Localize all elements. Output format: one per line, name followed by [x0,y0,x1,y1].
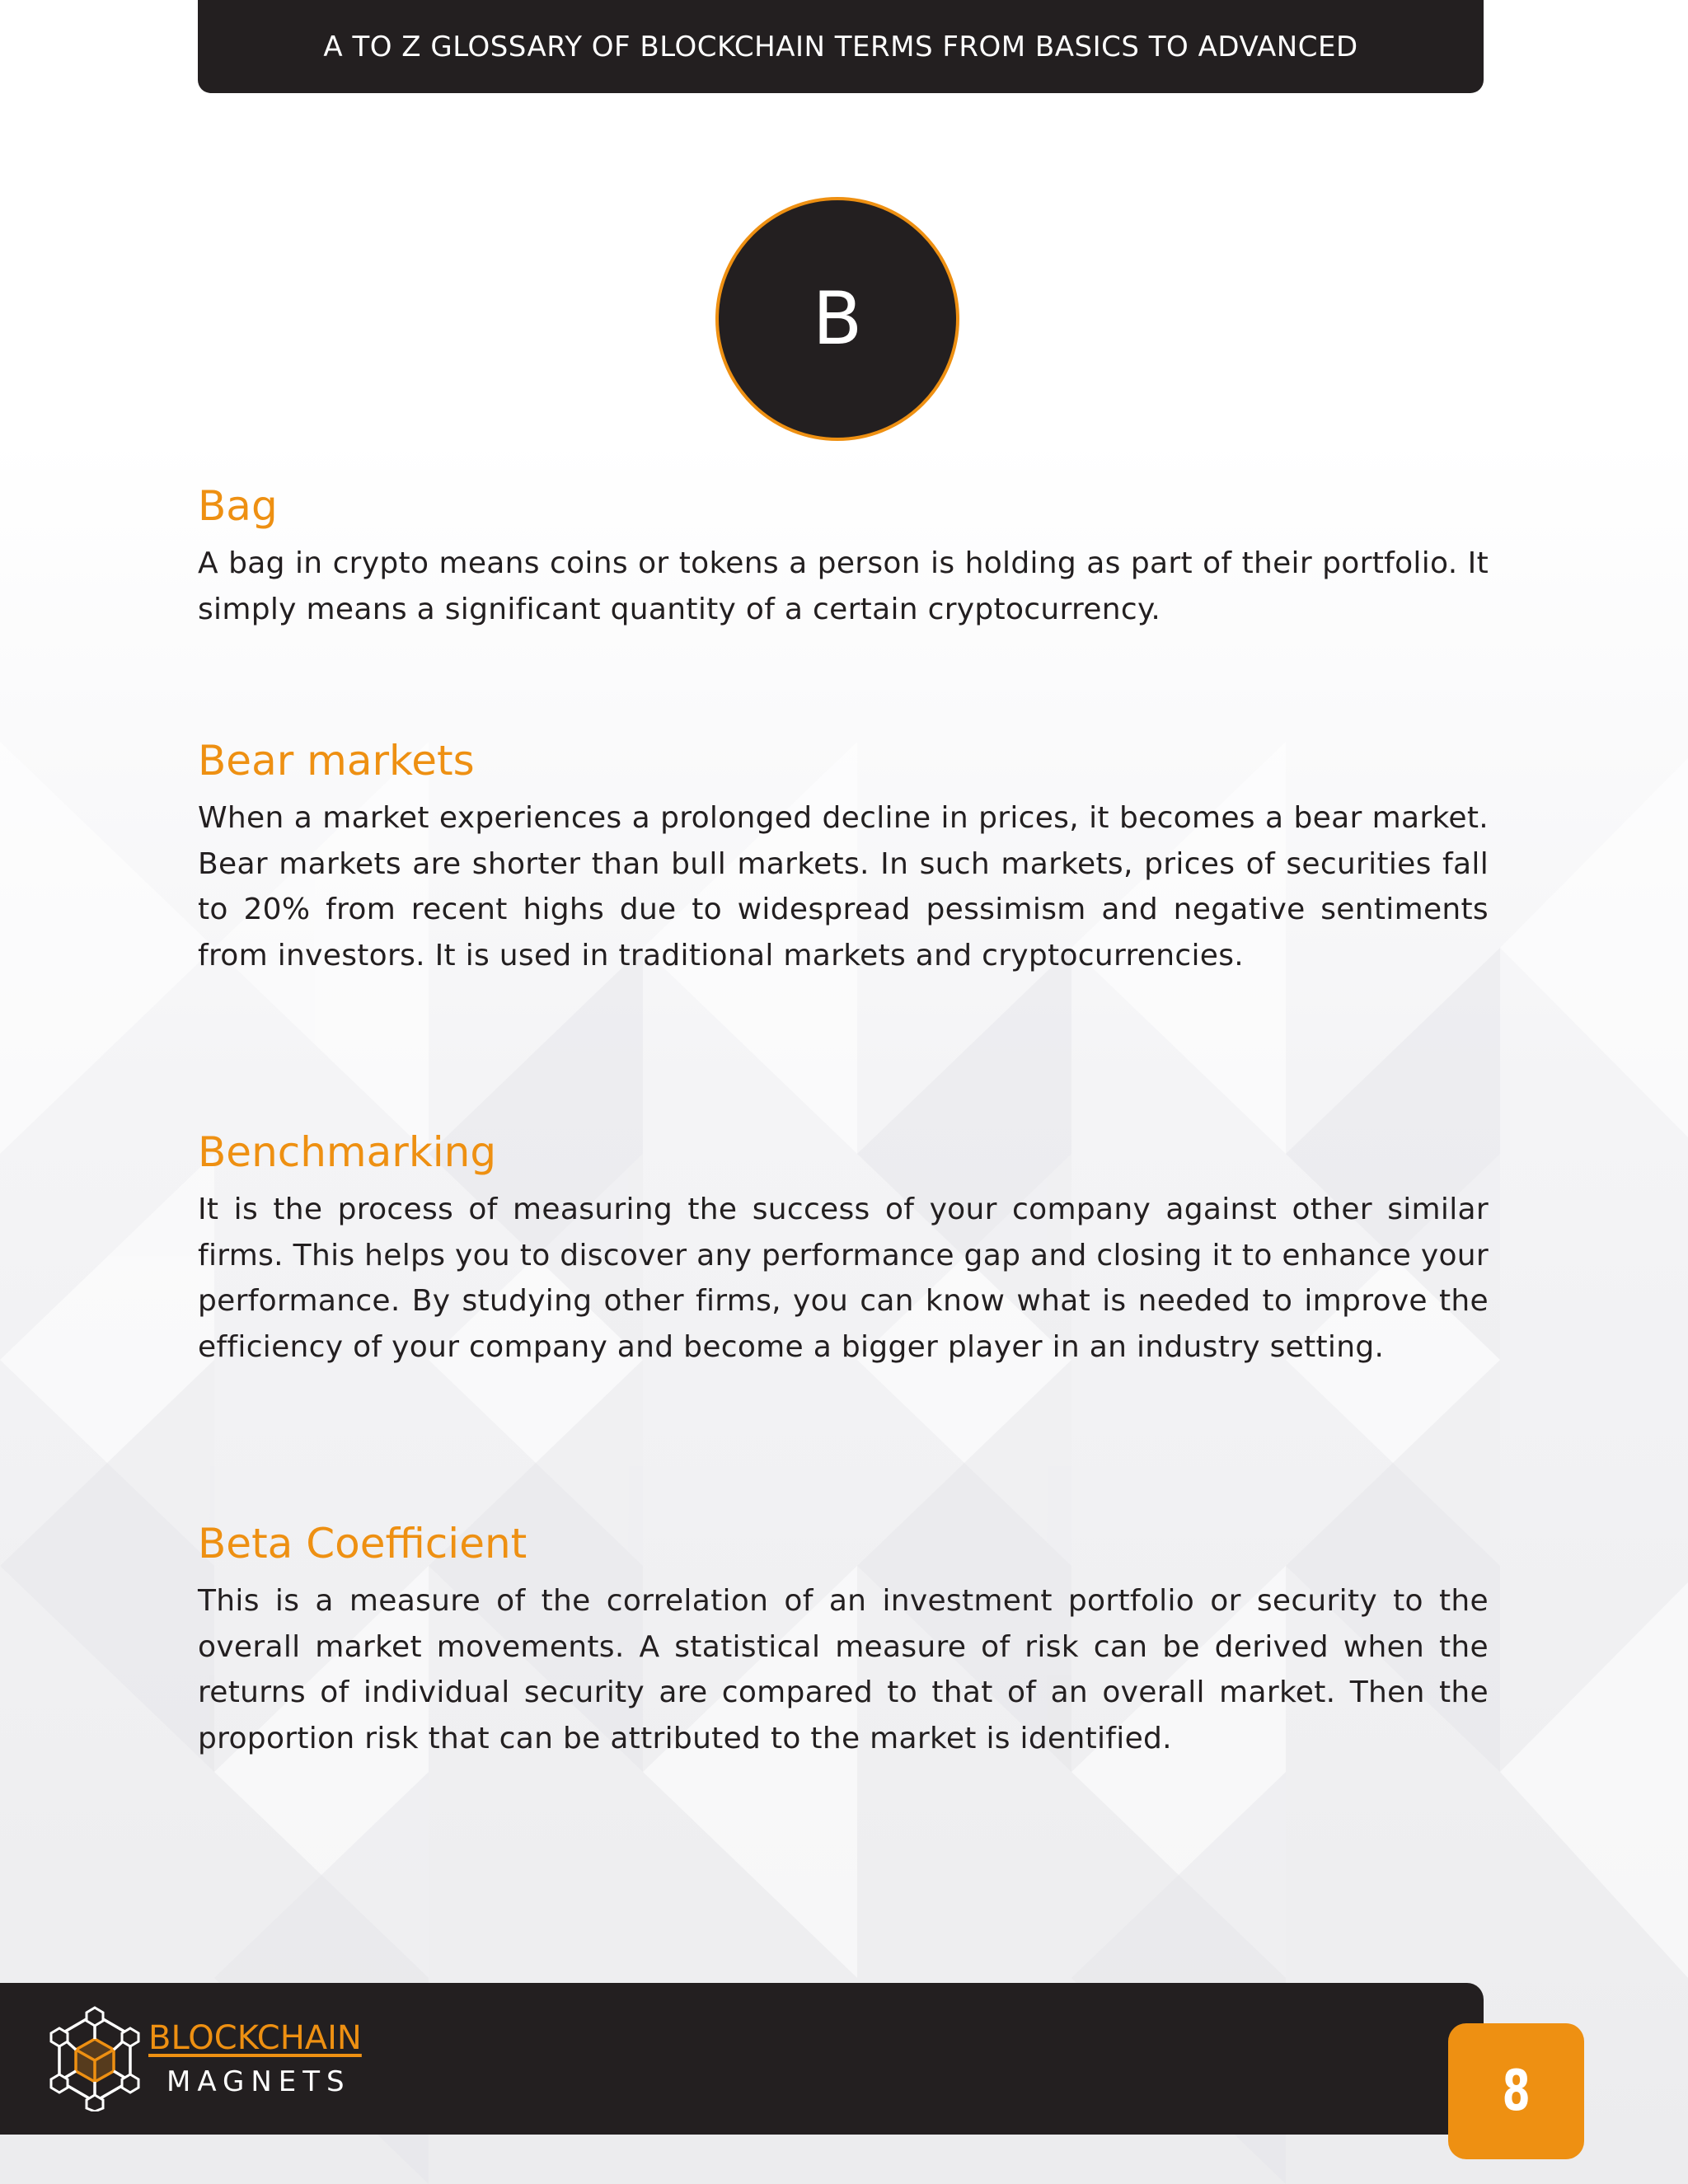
document-title: A TO Z GLOSSARY OF BLOCKCHAIN TERMS FROM BASICS TO ADVANCED [323,30,1358,63]
term-heading: Bag [198,482,278,530]
glossary-entry-benchmarking [198,1127,1489,1370]
term-heading: Beta Coefficient [198,1520,528,1568]
glossary-entry-beta-coefficient [198,1519,1489,1761]
glossary-entry-bear-markets [198,736,1489,978]
cube-network-icon [49,2004,140,2111]
section-letter-badge [715,197,959,441]
page-number: 8 [1502,2058,1531,2124]
term-definition: This is a measure of the correlation of an investment portfolio or security to the overall market movements. A statistical measure of risk can be derived when the returns of individual security are compared to that of an overall market. Then the proportion risk that can be attributed to the market is identified. [198,1584,1489,1755]
brand-logo [49,2004,376,2111]
section-letter: B [812,276,863,361]
term-definition: It is the process of measuring the success of your company against other similar firms. This helps you to discover any performance gap and closing it to enhance your performance. By studying other firms, you can know what is needed to improve the efficiency of your company and become a bigger player in an industry setting. [198,1193,1489,1364]
logo-wordmark-magnets: MAGNETS [166,2065,351,2098]
page-number-badge [1448,2023,1584,2159]
term-heading: Benchmarking [198,1128,497,1176]
term-definition: A bag in crypto means coins or tokens a person is holding as part of their portfolio. It simply means a significant quantity of a certain cryptocurrency. [198,546,1489,626]
term-heading: Bear markets [198,737,475,785]
term-definition: When a market experiences a prolonged decline in prices, it becomes a bear market. Bear markets are shorter than bull markets. In such markets, prices of securities fall to 20% from recent highs due to widespread pessimism and negative sentiments from investors. It is used in traditional markets and cryptocurrencies. [198,801,1489,972]
header-bar [198,0,1484,93]
logo-wordmark-blockchain: BLOCKCHAIN [148,2019,362,2057]
glossary-entry-bag [198,481,1489,632]
